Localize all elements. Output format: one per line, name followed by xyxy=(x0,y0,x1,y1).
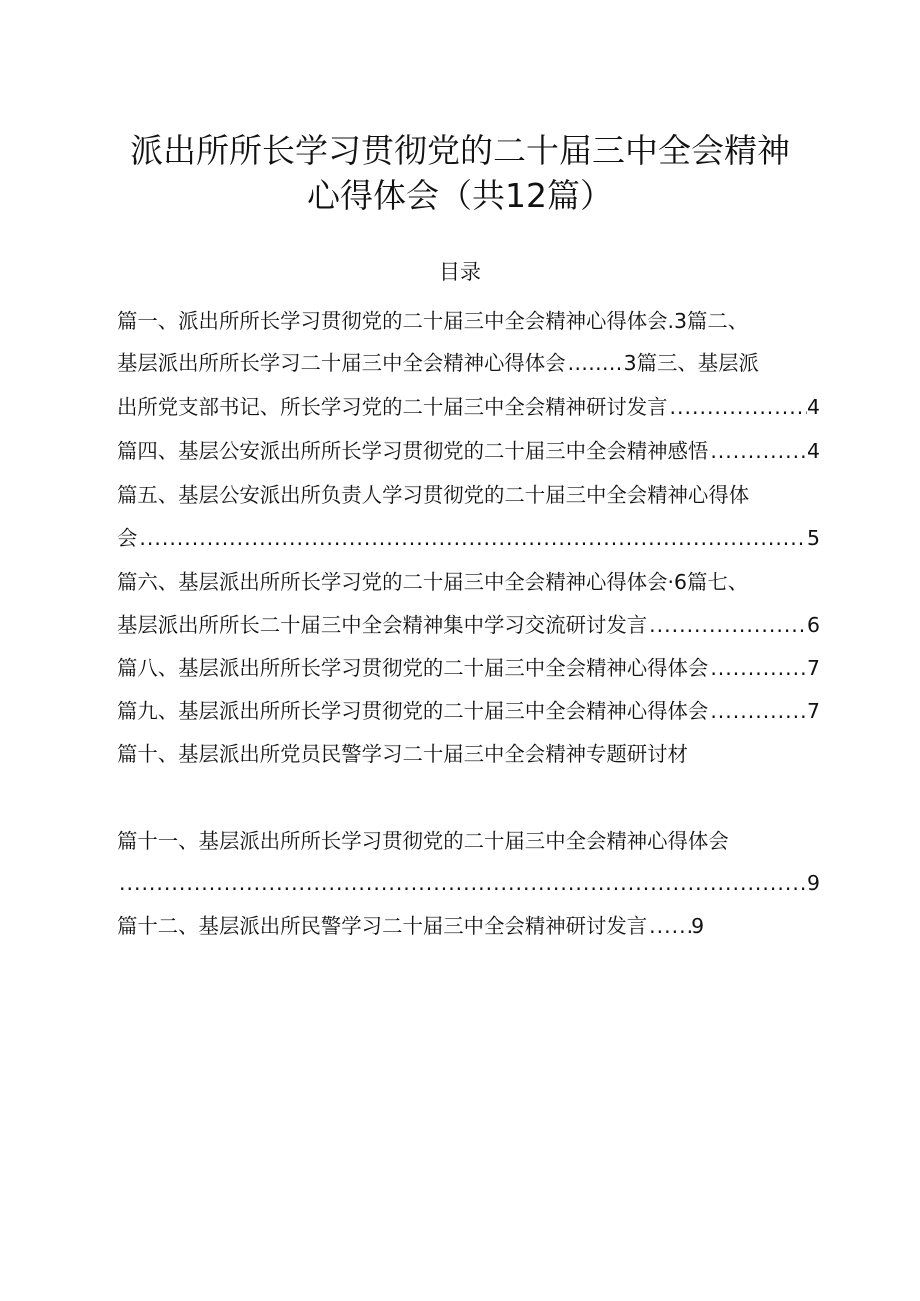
toc-leader-dots xyxy=(708,437,807,465)
toc-line-page: 4 xyxy=(807,439,820,463)
toc-line-page: 6 xyxy=(807,613,820,637)
toc-line[interactable] xyxy=(117,393,820,421)
toc-heading: 目录 xyxy=(439,260,481,284)
toc-line-page: 3篇三、基层派 xyxy=(623,351,759,375)
toc-leader-dots xyxy=(566,349,624,377)
toc-line-page: 5 xyxy=(807,526,820,550)
toc-line-text: 篇一、派出所所长学习贯彻党的二十届三中全会精神心得体会.3篇二、 xyxy=(117,309,749,333)
toc-line-text: 篇九、基层派出所所长学习贯彻党的二十届三中全会精神心得体会 xyxy=(117,699,709,723)
toc-line-text: 篇四、基层公安派出所所长学习贯彻党的二十届三中全会精神感悟 xyxy=(117,439,709,463)
toc-line[interactable] xyxy=(117,611,820,639)
document-title-line-1: 派出所所长学习贯彻党的二十届三中全会精神 xyxy=(130,131,790,170)
toc-line-page: 7 xyxy=(807,699,820,723)
toc-line[interactable] xyxy=(117,654,820,682)
toc-leader-dots xyxy=(647,611,807,639)
toc-line[interactable] xyxy=(117,869,820,897)
toc-line[interactable] xyxy=(117,349,820,377)
toc-line-text: 篇六、基层派出所所长学习党的二十届三中全会精神心得体会·6篇七、 xyxy=(117,570,749,594)
toc-leader-dots xyxy=(117,869,807,897)
toc-line-text: 出所党支部书记、所长学习党的二十届三中全会精神研讨发言 xyxy=(117,395,668,419)
toc-leader-dots xyxy=(708,654,807,682)
toc-line-text: 会 xyxy=(117,526,138,550)
toc-line-text: 篇十一、基层派出所所长学习贯彻党的二十届三中全会精神心得体会 xyxy=(117,829,729,853)
toc-line-text: 基层派出所所长学习二十届三中全会精神心得体会 xyxy=(117,351,566,375)
toc-line[interactable] xyxy=(117,740,820,768)
toc-line[interactable] xyxy=(117,912,820,940)
toc-line-text: 篇八、基层派出所所长学习贯彻党的二十届三中全会精神心得体会 xyxy=(117,656,709,680)
toc-line-page: 9 xyxy=(691,914,705,938)
toc-line[interactable] xyxy=(117,697,820,725)
toc-line[interactable] xyxy=(117,437,820,465)
toc-line-page: 4 xyxy=(807,395,820,419)
toc-line[interactable] xyxy=(117,481,820,509)
toc-leader-dots xyxy=(668,393,807,421)
toc-line-text: 篇十二、基层派出所民警学习二十届三中全会精神研讨发言 xyxy=(117,914,648,938)
toc-line-page: 9 xyxy=(807,871,820,895)
toc-leader-dots xyxy=(708,697,807,725)
toc-line[interactable] xyxy=(117,524,820,552)
toc-line-text: 基层派出所所长二十届三中全会精神集中学习交流研讨发言 xyxy=(117,613,648,637)
toc-line-text: 篇十、基层派出所党员民警学习二十届三中全会精神专题研讨材 xyxy=(117,742,688,766)
toc-line-page: 7 xyxy=(807,656,820,680)
toc-line[interactable] xyxy=(117,827,820,855)
toc-leader-dots xyxy=(137,524,807,552)
toc-leader-dots xyxy=(647,912,691,940)
toc-line[interactable] xyxy=(117,307,820,335)
toc-line-text: 篇五、基层公安派出所负责人学习贯彻党的二十届三中全会精神心得体 xyxy=(117,483,750,507)
toc-line[interactable] xyxy=(117,568,820,596)
document-title-line-2: 心得体会（共12篇） xyxy=(307,176,613,215)
